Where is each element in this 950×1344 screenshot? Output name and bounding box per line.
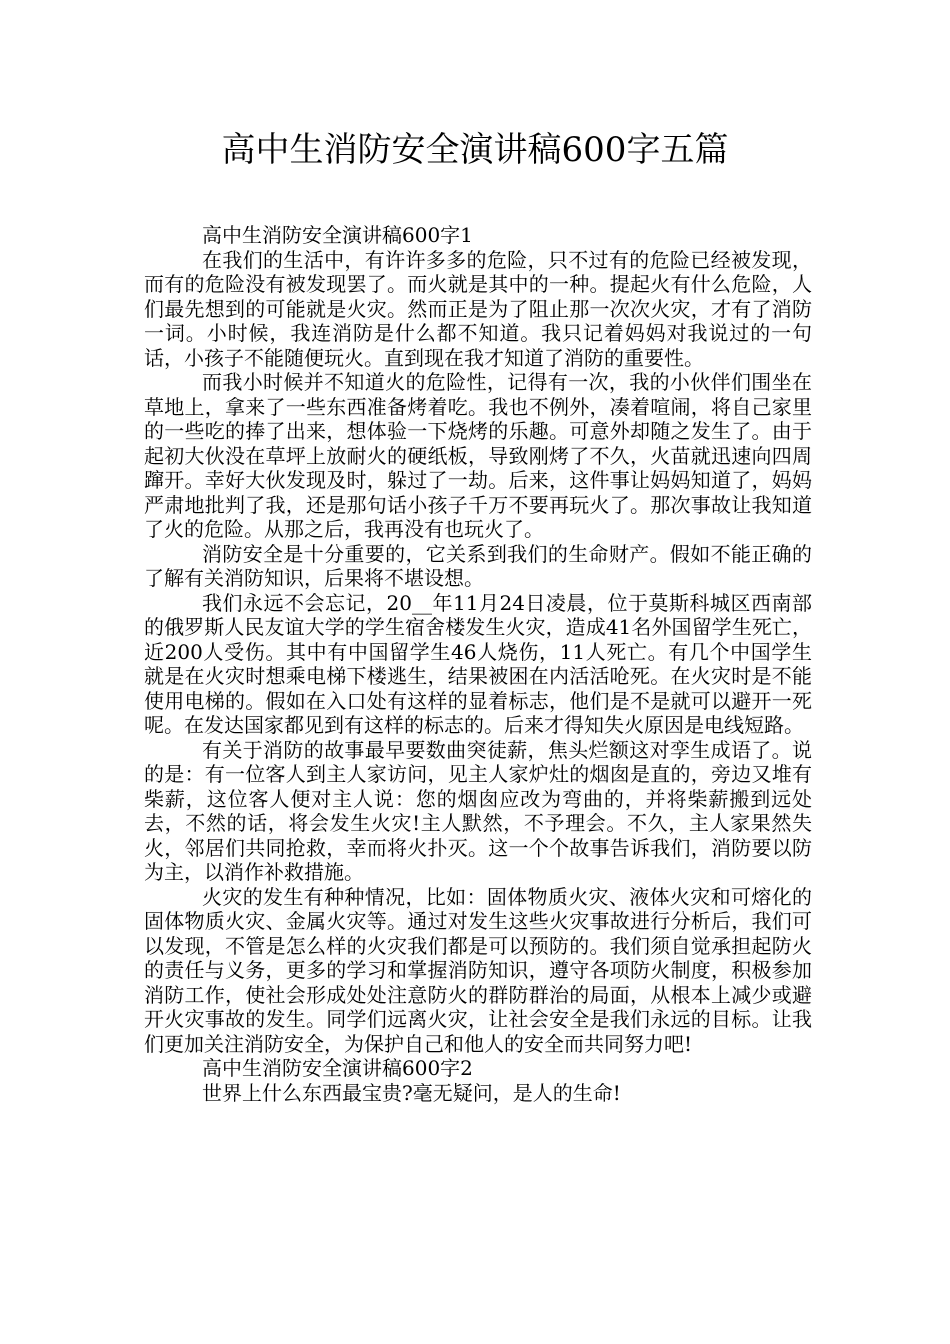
section-heading: 高中生消防安全演讲稿600字2: [202, 1056, 473, 1080]
paragraph: 火灾的发生有种种情况，比如：固体物质火灾、液体火灾和可熔化的固体物质火灾、金属火灾等。通过对发生这些火灾事故进行分析后，我们可以发现，不管是怎么样的火灾我们都是可以预防的。我们须自觉承担起防火的责任与义务，更多的学习和掌握消防知识，遵守各项防火制度，积极参加消防工作，使社会形成处处注意防火的群防群治的局面，从根本上减少或避开火灾事故的发生。同学们远离火灾，让社会安全是我们永远的目标。让我们更加关注消防安全，为保护自己和他人的安全而共同努力吧!: [144, 884, 812, 1056]
paragraph: 而我小时候并不知道火的危险性，记得有一次，我的小伙伴们围坐在草地上，拿来了一些东西准备烤着吃。我也不例外，凑着喧闹，将自己家里的一些吃的捧了出来，想体验一下烧烤的乐趣。可意外却随之发生了。由于起初大伙没在草坪上放耐火的硬纸板，导致刚烤了不久，火苗就迅速向四周蹿开。幸好大伙发现及时，躲过了一劫。后来，这件事让妈妈知道了，妈妈严肃地批判了我，还是那句话小孩子千万不要再玩火了。那次事故让我知道了火的危险。从那之后，我再没有也玩火了。: [144, 370, 812, 541]
document-body: [144, 223, 812, 1105]
section-heading: 高中生消防安全演讲稿600字1: [202, 223, 473, 247]
paragraph: 我们永远不会忘记，20__年11月24日凌晨，位于莫斯科城区西南部的俄罗斯人民友谊大学的学生宿舍楼发生火灾，造成41名外国留学生死亡，近200人受伤。其中有中国留学生46人烧伤，11人死亡。有几个中国学生就是在火灾时想乘电梯下楼逃生，结果被困在内活活呛死。在火灾时是不能使用电梯的。假如在入口处有这样的显着标志，他们是不是就可以避开一死呢。在发达国家都见到有这样的标志的。后来才得知失火原因是电线短路。: [144, 590, 812, 737]
paragraph: 消防安全是十分重要的，它关系到我们的生命财产。假如不能正确的了解有关消防知识，后果将不堪设想。: [144, 541, 812, 590]
document-title: 高中生消防安全演讲稿600字五篇: [221, 130, 729, 170]
paragraph: 有关于消防的故事最早要数曲突徒薪，焦头烂额这对孪生成语了。说的是：有一位客人到主人家访问，见主人家炉灶的烟囱是直的，旁边又堆有柴薪，这位客人便对主人说：您的烟囱应改为弯曲的，并将柴薪搬到远处去，不然的话，将会发生火灾!主人默然，不予理会。不久，主人家果然失火，邻居们共同抢救，幸而将火扑灭。这一个个故事告诉我们，消防要以防为主，以消作补救措施。: [144, 737, 812, 884]
paragraph: 在我们的生活中，有许许多多的危险，只不过有的危险已经被发现，而有的危险没有被发现罢了。而火就是其中的一种。提起火有什么危险，人们最先想到的可能就是火灾。然而正是为了阻止那一次次火灾，才有了消防一词。小时候，我连消防是什么都不知道。我只记着妈妈对我说过的一句话，小孩子不能随便玩火。直到现在我才知道了消防的重要性。: [144, 247, 812, 370]
paragraph: 世界上什么东西最宝贵?毫无疑问，是人的生命!: [202, 1080, 621, 1105]
